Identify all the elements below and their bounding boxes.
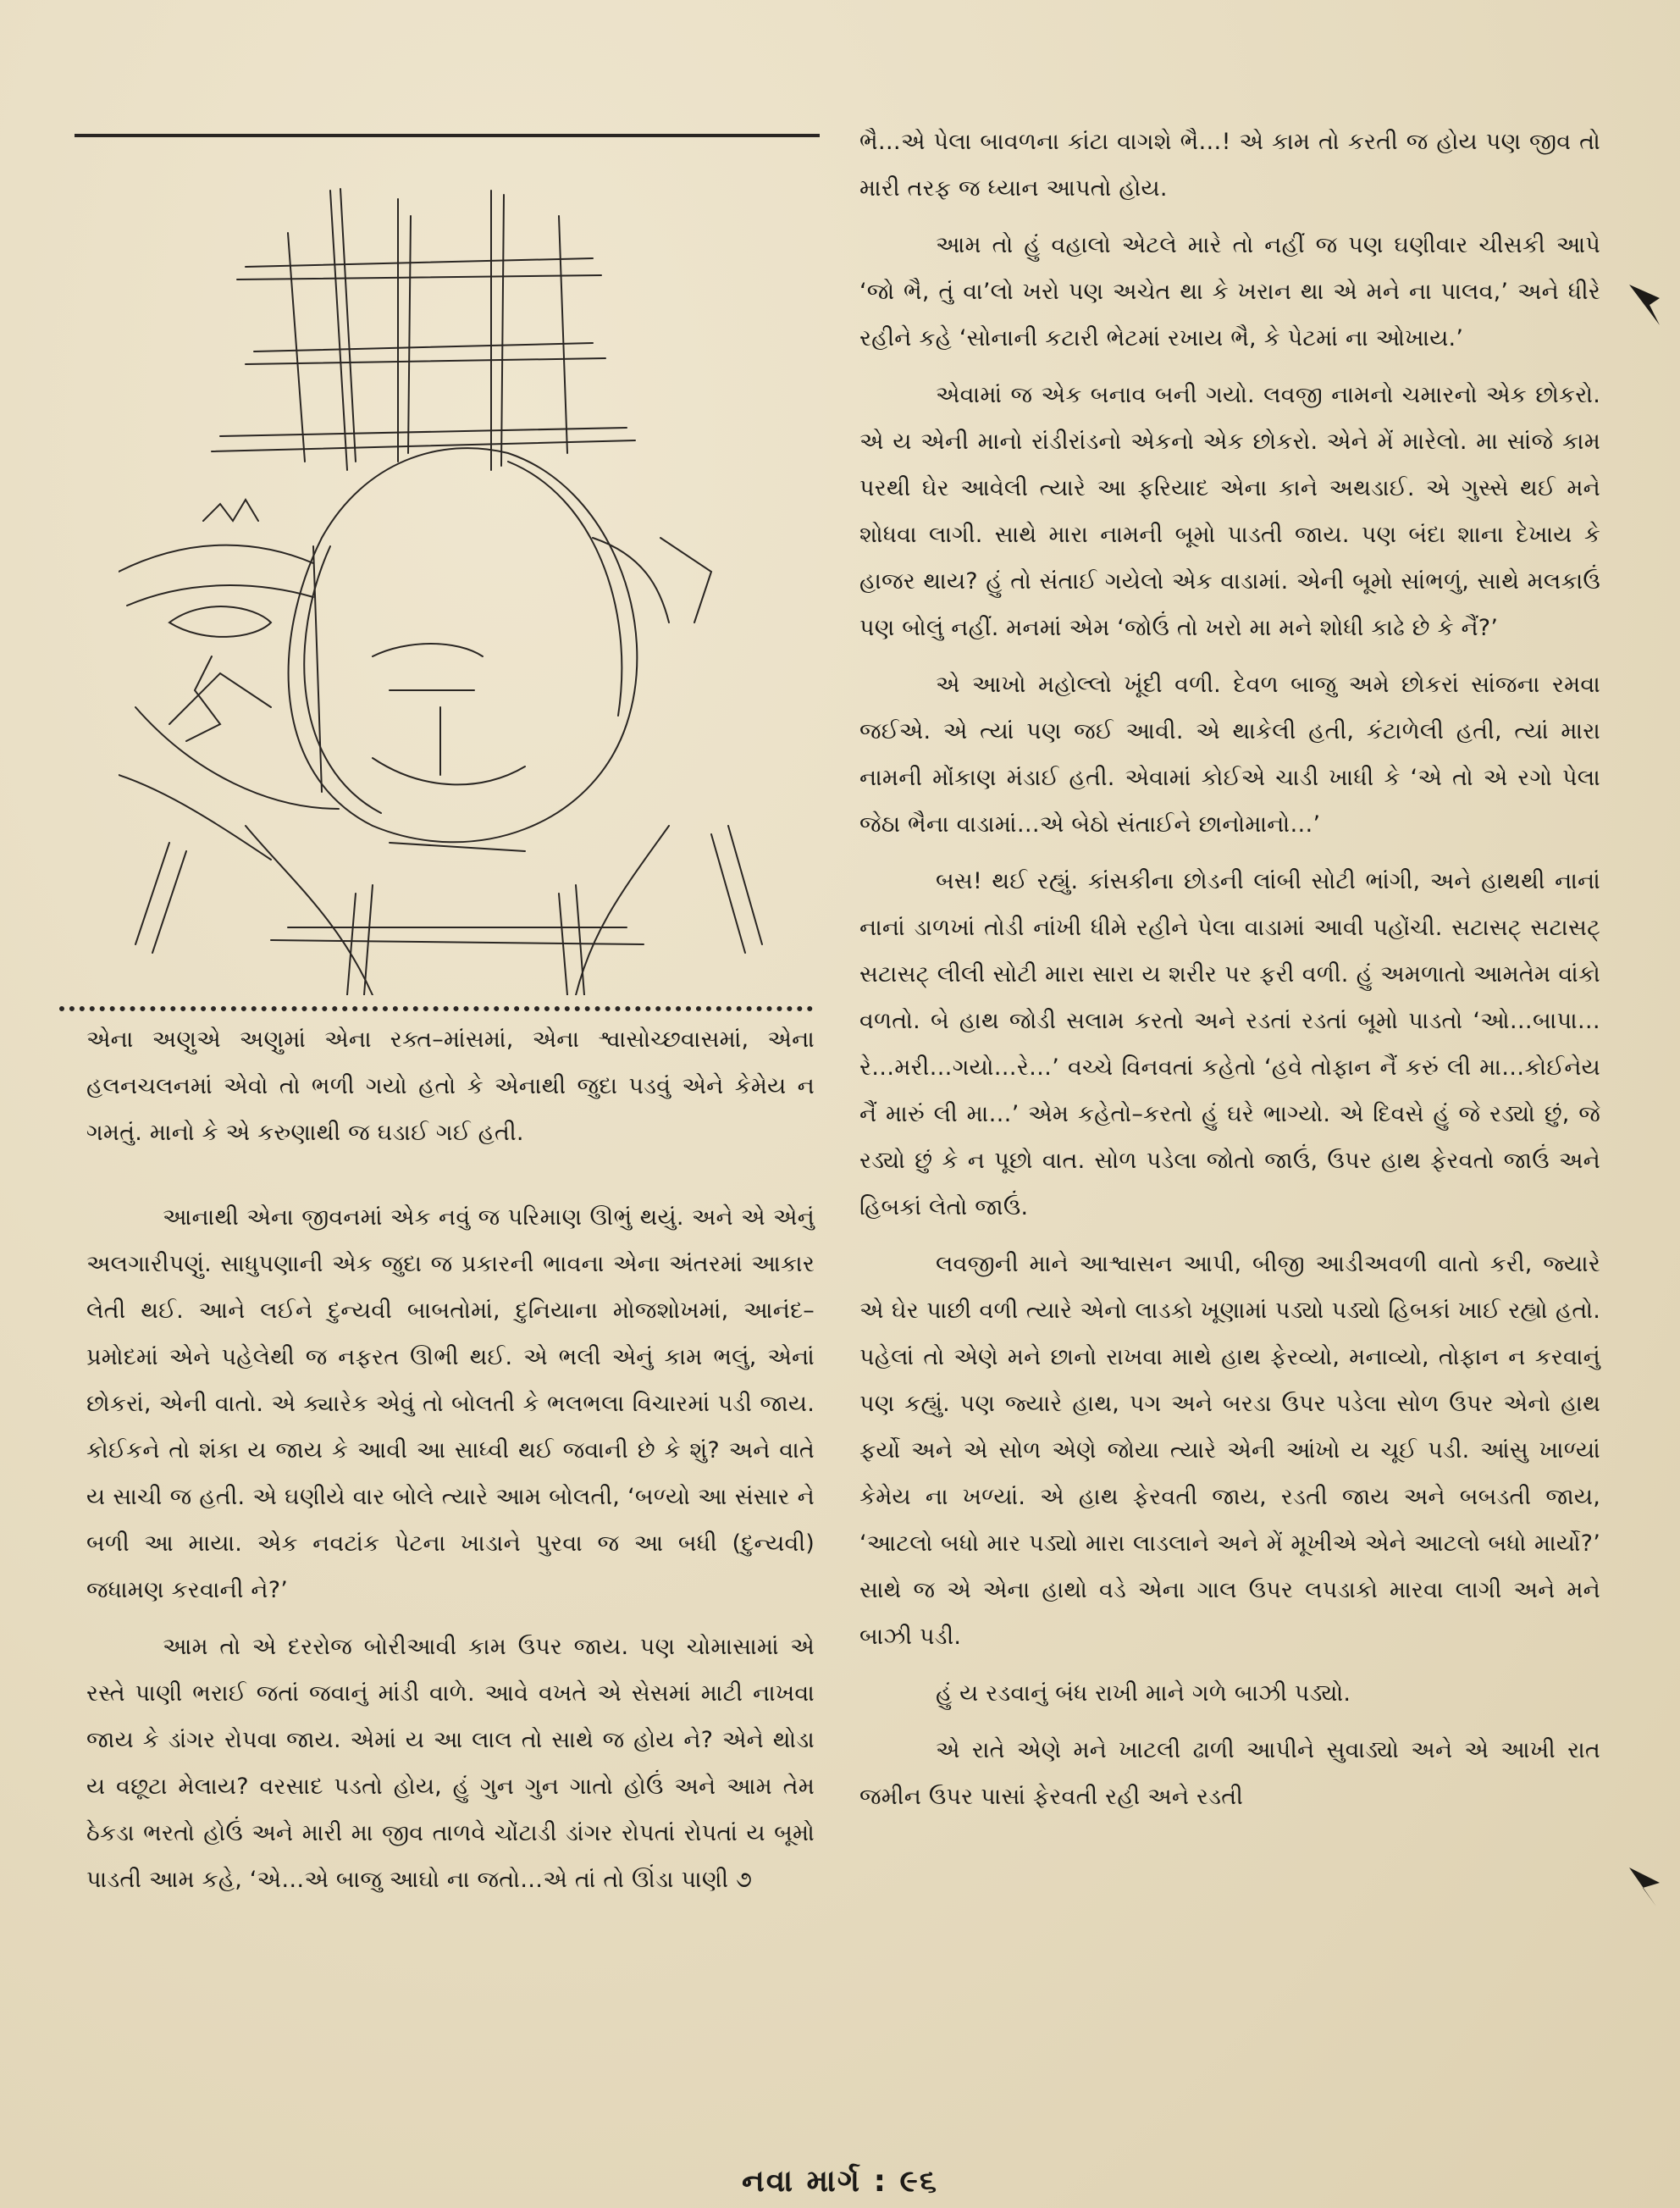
page-footer: નવા માર્ગ : ૯૬ xyxy=(741,2164,939,2199)
right-paragraph-1: ભૈ…એ પેલા બાવળના કાંટા વાગશે ભૈ…! એ કામ તો કરતી જ હોય પણ જીવ તો મારી તરફ જ ધ્યાન આપતો હોય. xyxy=(859,129,1600,202)
right-paragraph-6: લવજીની માને આશ્વાસન આપી, બીજી આડીઅવળી વાતો કરી, જ્યારે એ ઘેર પાછી વળી ત્યારે એનો લાડકો ખૂણામાં પડ્યો પડ્યો હિબકાં ખાઈ રહ્યો હતો. પહેલાં તો એણે મને છાનો રાખવા માથે હાથ ફેરવ્યો, મનાવ્યો, તોફાન ન કરવાનું પણ કહ્યું. પણ જ્યારે હાથ, પગ અને બરડા ઉપર પડેલા સોળ ઉપર એનો હાથ ફર્યો અને એ સોળ એણે જોયા ત્યારે એની આંખો ય ચૂઈ પડી. આંસુ ખાળ્યાં કેમેય ના ખળ્યાં. એ હાથ ફેરવતી જાય, રડતી જાય અને બબડતી જાય, ‘આટલો બધો માર પડ્યો મારા લાડલાને અને મેં મૂખીએ એને આટલો બધો માર્યો?’ સાથે જ એ એના હાથો વડે એના ગાલ ઉપર લપડાકો મારવા લાગી અને મને બાઝી પડી. xyxy=(859,1251,1600,1650)
right-paragraph-3: એવામાં જ એક બનાવ બની ગયો. લવજી નામનો ચમારનો એક છોકરો. એ ય એની માનો રાંડીરાંડનો એકનો એક છોકરો. એને મેં મારેલો. મા સાંજે કામ પરથી ઘેર આવેલી ત્યારે આ ફરિયાદ એના કાને અથડાઈ. એ ગુસ્સે થઈ મને શોધવા લાગી. સાથે મારા નામની બૂમો પાડતી જાય. પણ બંદા શાના દેખાય કે હાજર થાય? હું તો સંતાઈ ગયેલો એક વાડામાં. એની બૂમો સાંભળું, સાથે મલકાઉં પણ બોલું નહીં. મનમાં એમ ‘જોઉં તો ખરો મા મને શોધી કાઢે છે કે નૈં?’ xyxy=(859,382,1600,641)
right-paragraph-4: એ આખો મહોલ્લો ખૂંદી વળી. દેવળ બાજુ અમે છોકરાં સાંજના રમવા જઈએ. એ ત્યાં પણ જઈ આવી. એ થાકેલી હતી, કંટાળેલી હતી, ત્યાં મારા નામની મોંકાણ મંડાઈ હતી. એવામાં કોઈએ ચાડી ખાધી કે ‘એ તો એ રગો પેલા જેઠા ભૈના વાડામાં…એ બેઠો સંતાઈને છાનોમાનો…’ xyxy=(859,672,1600,838)
left-paragraph-2: આનાથી એના જીવનમાં એક નવું જ પરિમાણ ઊભું થયું. અને એ એનું અલગારીપણું. સાધુપણાની એક જુદા જ પ્રકારની ભાવના એના અંતરમાં આકાર લેતી થઈ. આને લઈને દુન્યવી બાબતોમાં, દુનિયાના મોજશોખમાં, આનંદ–પ્રમોદમાં એને પહેલેથી જ નફરત ઊભી થઈ. એ ભલી એનું કામ ભલું, એનાં છોકરાં, એની વાતો. એ ક્યારેક એવું તો બોલતી કે ભલભલા વિચારમાં પડી જાય. કોઈકને તો શંકા ય જાય કે આવી આ સાધ્વી થઈ જવાની છે કે શું? અને વાતે ય સાચી જ હતી. એ ઘણીયે વાર બોલે ત્યારે આમ બોલતી, ‘બળ્યો આ સંસાર ને બળી આ માયા. એક નવટાંક પેટના ખાડાને પુરવા જ આ બધી (દુન્યવી) જધામણ કરવાની ને?’ xyxy=(86,1204,815,1603)
left-paragraph-3: આમ તો એ દરરોજ બોરીઆવી કામ ઉપર જાય. પણ ચોમાસામાં એ રસ્તે પાણી ભરાઈ જતાં જવાનું માંડી વાળે. આવે વખતે એ સેસમાં માટી નાખવા જાય કે ડાંગર રોપવા જાય. એમાં ય આ લાલ તો સાથે જ હોય ને? એને થોડા ય વછૂટા મેલાય? વરસાદ પડતો હોય, હું ગુન ગુન ગાતો હોઉં અને આમ તેમ ઠેકડા ભરતો હોઉં અને મારી મા જીવ તાળવે ચોંટાડી ડાંગર રોપતાં રોપતાં ય બૂમો પાડતી આમ કહે, ‘એ…એ બાજુ આઘો ના જતો…એ તાં તો ઊંડા પાણી ૭ xyxy=(86,1634,815,1893)
left-column-top xyxy=(86,1016,815,1166)
right-paragraph-2: આમ તો હું વહાલો એટલે મારે તો નહીં જ પણ ઘણીવાર ચીસકી આપે ‘જો ભૈ, તું વા’લો ખરો પણ અચેત થા કે ખરાન થા એ મને ના પાલવ,’ અને ધીરે રહીને કહે ‘સોનાની કટારી ભેટમાં રખાય ભૈ, કે પેટમાં ના ઓખાય.’ xyxy=(859,232,1600,351)
torn-edge-mark xyxy=(1626,279,1663,330)
right-paragraph-5: બસ! થઈ રહ્યું. કાંસકીના છોડની લાંબી સોટી ભાંગી, અને હાથથી નાનાં નાનાં ડાળખાં તોડી નાંખી ધીમે રહીને પેલા વાડામાં આવી પહોંચી. સટાસટ્ સટાસટ્ સટાસટ્ લીલી સોટી મારા સારા ય શરીર પર ફરી વળી. હું અમળાતો આમતેમ વાંકો વળતો. બે હાથ જોડી સલામ કરતો અને રડતાં રડતાં બૂમો પાડતો ‘ઓ…બાપા…રે…મરી…ગયો…રે…’ વચ્ચે વિનવતાં કહેતો ‘હવે તોફાન નૈં કરું લી મા…કોઈનેય નૈં મારું લી મા…’ એમ કહેતો–કરતો હું ઘરે ભાગ્યો. એ દિવસે હું જે રડ્યો છું, જે રડ્યો છું કે ન પૂછો વાત. સોળ પડેલા જોતો જાઉં, ઉપર હાથ ફેરવતો જાઉં અને હિબકાં લેતો જાઉં. xyxy=(859,868,1600,1220)
line-drawing-illustration xyxy=(119,182,796,995)
top-rule xyxy=(75,134,820,137)
bottom-dotted-rule xyxy=(59,1006,813,1011)
torn-edge-mark xyxy=(1626,1859,1663,1910)
right-column xyxy=(859,119,1600,1830)
left-column-bottom xyxy=(86,1194,815,1913)
left-paragraph-1: એના અણુએ અણુમાં એના રક્ત–માંસમાં, એના શ્વાસોચ્છવાસમાં, એના હલનચલનમાં એવો તો ભળી ગયો હતો કે એનાથી જુદા પડવું એને કેમેય ન ગમતું. માનો કે એ કરુણાથી જ ઘડાઈ ગઈ હતી. xyxy=(86,1027,815,1146)
right-paragraph-8: એ રાતે એણે મને ખાટલી ઢાળી આપીને સુવાડ્યો અને એ આખી રાત જમીન ઉપર પાસાં ફેરવતી રહી અને રડતી xyxy=(859,1737,1600,1810)
right-paragraph-7: હું ય રડવાનું બંધ રાખી માને ગળે બાઝી પડ્યો. xyxy=(936,1680,1351,1707)
